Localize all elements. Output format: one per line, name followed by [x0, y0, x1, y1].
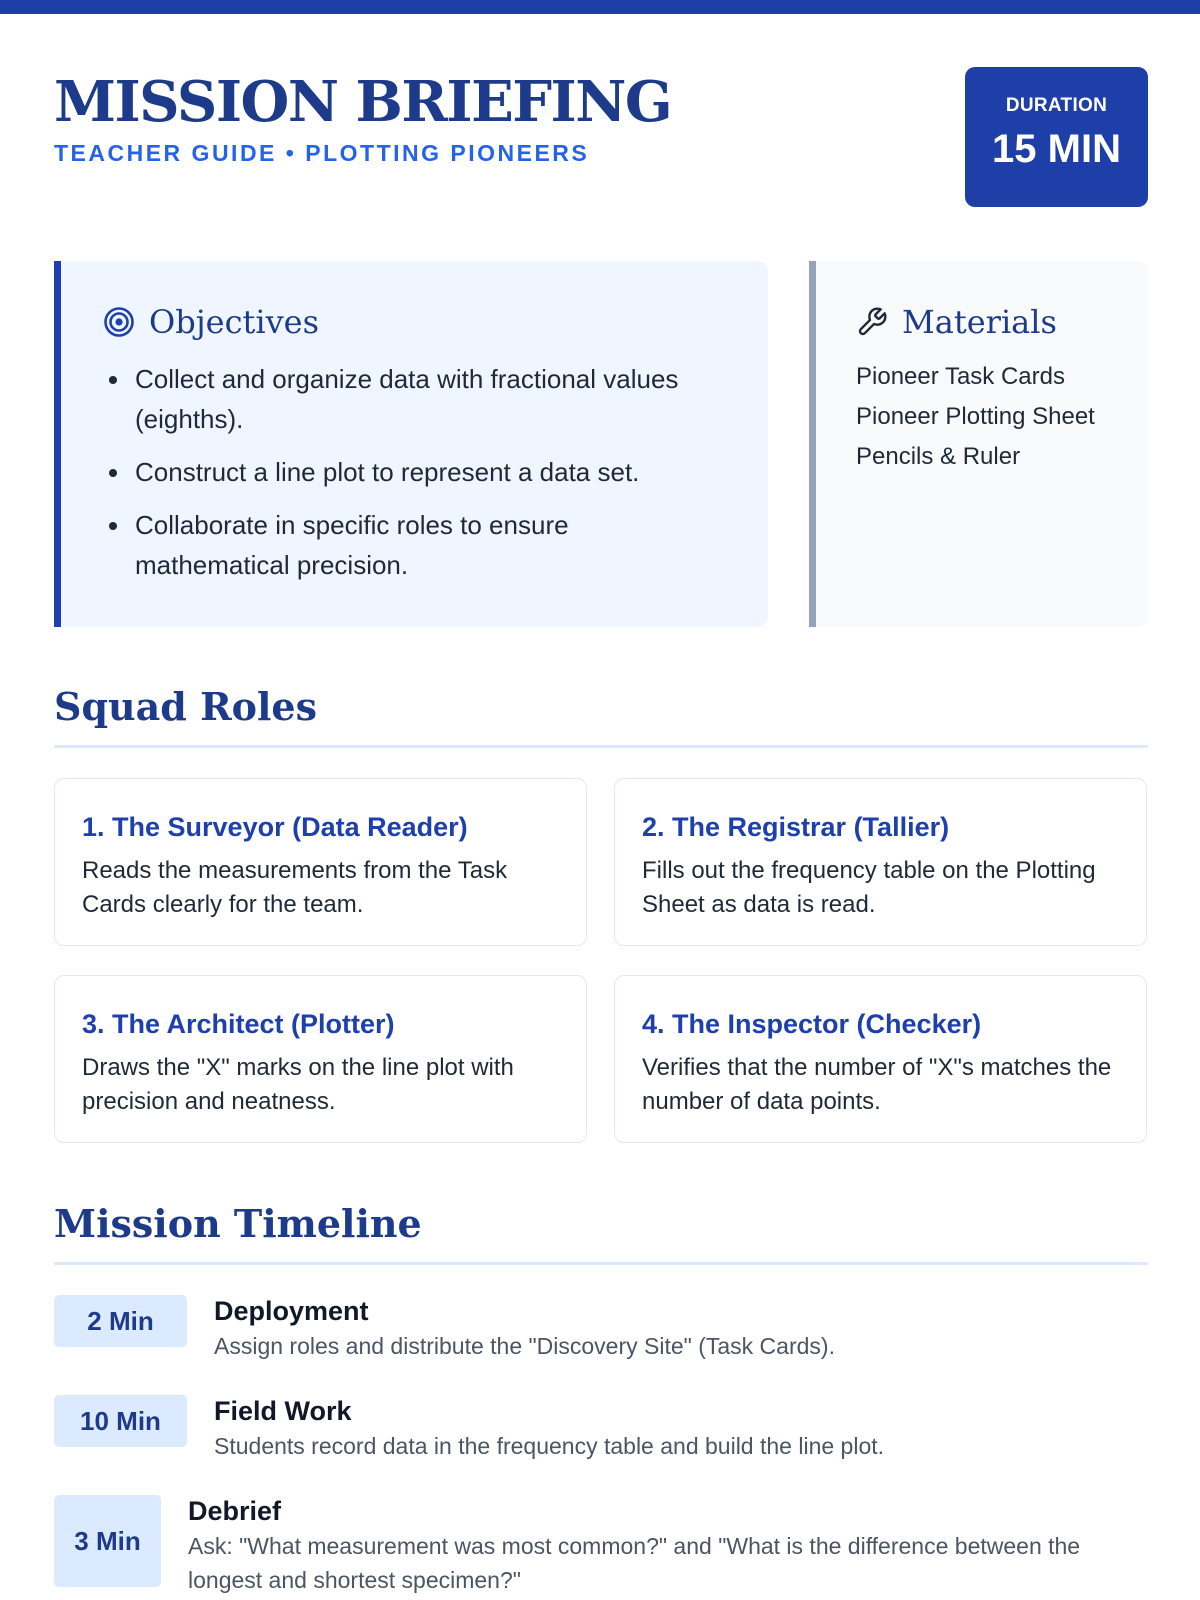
objectives-list — [103, 359, 728, 585]
timeline-content — [214, 1393, 1148, 1463]
material-item: Pencils & Ruler — [856, 443, 1021, 470]
role-name: 2. The Registrar (Tallier) — [642, 812, 950, 842]
materials-list — [856, 357, 1128, 477]
role-card-architect — [54, 975, 587, 1143]
timeline-item-deployment — [54, 1295, 1148, 1359]
material-item: Pioneer Task Cards — [856, 363, 1065, 390]
squad-roles-title: Squad Roles — [54, 684, 1148, 748]
materials-card — [809, 261, 1148, 627]
duration-label: DURATION — [1005, 95, 1108, 116]
timeline-heading: Field Work — [214, 1396, 352, 1426]
time-badge: 3 Min — [54, 1495, 161, 1587]
objectives-heading-row — [103, 303, 728, 341]
role-description: Reads the measurements from the Task Cards clearly for the team. — [82, 857, 508, 918]
target-icon — [103, 306, 135, 338]
materials-heading: Materials — [902, 303, 1057, 341]
timeline-item-field-work — [54, 1395, 1148, 1459]
page-subtitle: TEACHER GUIDE • PLOTTING PIONEERS — [54, 140, 590, 166]
material-item: Pioneer Plotting Sheet — [856, 403, 1095, 430]
objectives-card — [54, 261, 768, 627]
objective-item: Construct a line plot to represent a data set. — [103, 452, 728, 492]
time-badge: 10 Min — [54, 1395, 187, 1447]
objectives-heading: Objectives — [149, 303, 320, 341]
page-title: MISSION BRIEFING — [54, 69, 672, 135]
role-name: 3. The Architect (Plotter) — [82, 1009, 395, 1039]
timeline-heading: Deployment — [214, 1296, 369, 1326]
objective-item: Collaborate in specific roles to ensure mathematical precision. — [103, 505, 728, 585]
page-header — [54, 66, 1148, 206]
role-card-surveyor — [54, 778, 587, 946]
timeline-item-debrief — [54, 1495, 1148, 1595]
role-description: Draws the "X" marks on the line plot with precision and neatness. — [82, 1054, 514, 1115]
timeline-content — [214, 1293, 1148, 1363]
time-badge: 2 Min — [54, 1295, 187, 1347]
timeline-description: Assign roles and distribute the "Discovery Site" (Task Cards). — [214, 1333, 835, 1359]
timeline-description: Students record data in the frequency table and build the line plot. — [214, 1433, 885, 1459]
objective-item: Collect and organize data with fractional values (eighths). — [103, 359, 728, 439]
duration-value: 15 MIN — [992, 127, 1121, 171]
role-card-inspector — [614, 975, 1147, 1143]
timeline-description: Ask: "What measurement was most common?" and "What is the difference between the longest and shortest specimen?" — [188, 1533, 1081, 1593]
duration-badge — [965, 67, 1148, 207]
role-card-registrar — [614, 778, 1147, 946]
role-description: Verifies that the number of "X"s matches the number of data points. — [642, 1054, 1112, 1115]
role-description: Fills out the frequency table on the Plotting Sheet as data is read. — [642, 857, 1096, 918]
top-accent-bar — [0, 0, 1200, 14]
role-name: 4. The Inspector (Checker) — [642, 1009, 982, 1039]
wrench-icon — [856, 306, 888, 338]
timeline-heading: Debrief — [188, 1496, 282, 1526]
materials-heading-row — [856, 303, 1128, 341]
role-name: 1. The Surveyor (Data Reader) — [82, 812, 468, 842]
mission-timeline-title: Mission Timeline — [54, 1201, 1148, 1265]
timeline-content — [188, 1493, 1148, 1597]
